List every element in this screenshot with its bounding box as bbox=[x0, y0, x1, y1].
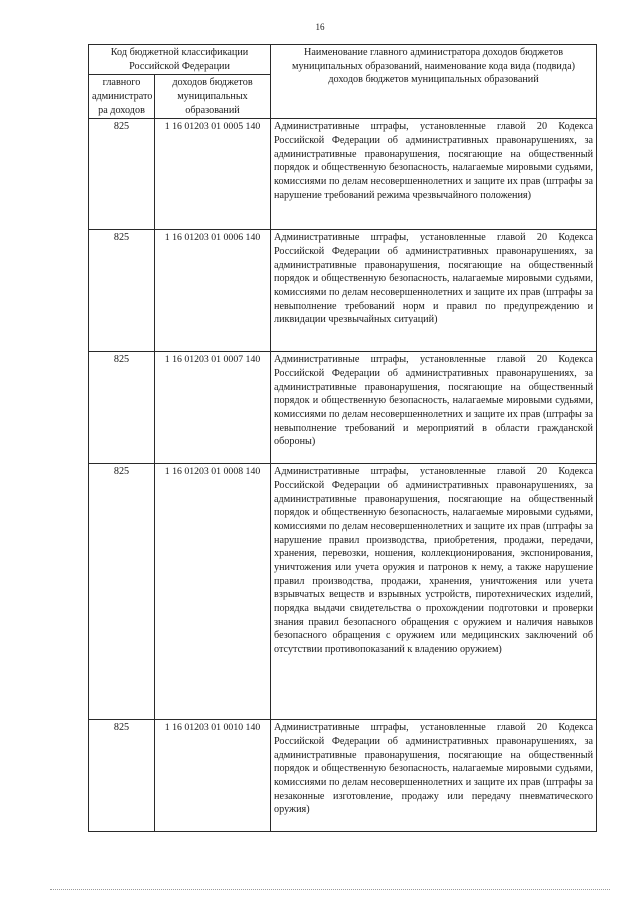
admin-code-cell: 825 bbox=[89, 720, 155, 832]
table-row bbox=[89, 464, 597, 720]
budget-classification-table bbox=[88, 44, 597, 832]
admin-code-cell: 825 bbox=[89, 464, 155, 720]
description-cell: Административные штрафы, установленные главой 20 Кодекса Российской Федерации об административных правонарушениях, за административные правонарушения, посягающие на общественный порядок и общественную безопасность, налагаемые мировыми судьями, комиссиями по делам несовершеннолетних и защите их прав (штрафы за невыполнение требований и мероприятий в области гражданской обороны) bbox=[271, 352, 597, 464]
page-number: 16 bbox=[315, 22, 325, 32]
income-code-cell: 1 16 01203 01 0010 140 bbox=[155, 720, 271, 832]
admin-code-cell: 825 bbox=[89, 230, 155, 352]
header-income: доходов бюджетов муниципальных образований bbox=[155, 75, 271, 119]
admin-code-cell: 825 bbox=[89, 352, 155, 464]
header-admin: главного администрато ра доходов bbox=[89, 75, 155, 119]
header-code-group: Код бюджетной классификации Российской Федерации bbox=[89, 45, 271, 75]
description-cell: Административные штрафы, установленные главой 20 Кодекса Российской Федерации об административных правонарушениях, за административные правонарушения, посягающие на общественный порядок и общественную безопасность, налагаемые мировыми судьями, комиссиями по делам несовершеннолетних и защите их прав (штрафы за незаконные изготовление, продажу или передачу пневматического оружия) bbox=[271, 720, 597, 832]
description-cell: Административные штрафы, установленные главой 20 Кодекса Российской Федерации об административных правонарушениях, за административные правонарушения, посягающие на общественный порядок и общественную безопасность, налагаемые мировыми судьями, комиссиями по делам несовершеннолетних и защите их прав (штрафы за нарушение требований режима чрезвычайного положения) bbox=[271, 119, 597, 230]
income-code-cell: 1 16 01203 01 0008 140 bbox=[155, 464, 271, 720]
scan-artifact-line bbox=[50, 889, 610, 894]
header-row bbox=[89, 45, 597, 75]
header-name: Наименование главного администратора доходов бюджетов муниципальных образований, наименование кода вида (подвида) доходов бюджетов муниципальных образований bbox=[271, 45, 597, 119]
admin-code-cell: 825 bbox=[89, 119, 155, 230]
table-row bbox=[89, 230, 597, 352]
table-row bbox=[89, 119, 597, 230]
income-code-cell: 1 16 01203 01 0005 140 bbox=[155, 119, 271, 230]
income-code-cell: 1 16 01203 01 0007 140 bbox=[155, 352, 271, 464]
description-cell: Административные штрафы, установленные главой 20 Кодекса Российской Федерации об административных правонарушениях, за административные правонарушения, посягающие на общественный порядок и общественную безопасность, налагаемые мировыми судьями, комиссиями по делам несовершеннолетних и защите их прав (штрафы за нарушение правил производства, приобретения, продажи, передачи, хранения, перевозки, ношения, коллекционирования, экспонирования, уничтожения или учета оружия и патронов к нему, а также нарушение правил производства, продажи, хранения, уничтожения или учета взрывчатых веществ и взрывных устройств, пиротехнических изделий, порядка выдачи свидетельства о прохождении подготовки и проверки знания правил безопасного обращения с оружием и наличия навыков безопасного обращения с оружием или медицинских заключений об отсутствии противопоказаний к владению оружием) bbox=[271, 464, 597, 720]
table-row bbox=[89, 352, 597, 464]
table-row bbox=[89, 720, 597, 832]
income-code-cell: 1 16 01203 01 0006 140 bbox=[155, 230, 271, 352]
description-cell: Административные штрафы, установленные главой 20 Кодекса Российской Федерации об административных правонарушениях, за административные правонарушения, посягающие на общественный порядок и общественную безопасность, налагаемые мировыми судьями, комиссиями по делам несовершеннолетних и защите их прав (штрафы за невыполнение требований норм и правил по предупреждению и ликвидации чрезвычайных ситуаций) bbox=[271, 230, 597, 352]
